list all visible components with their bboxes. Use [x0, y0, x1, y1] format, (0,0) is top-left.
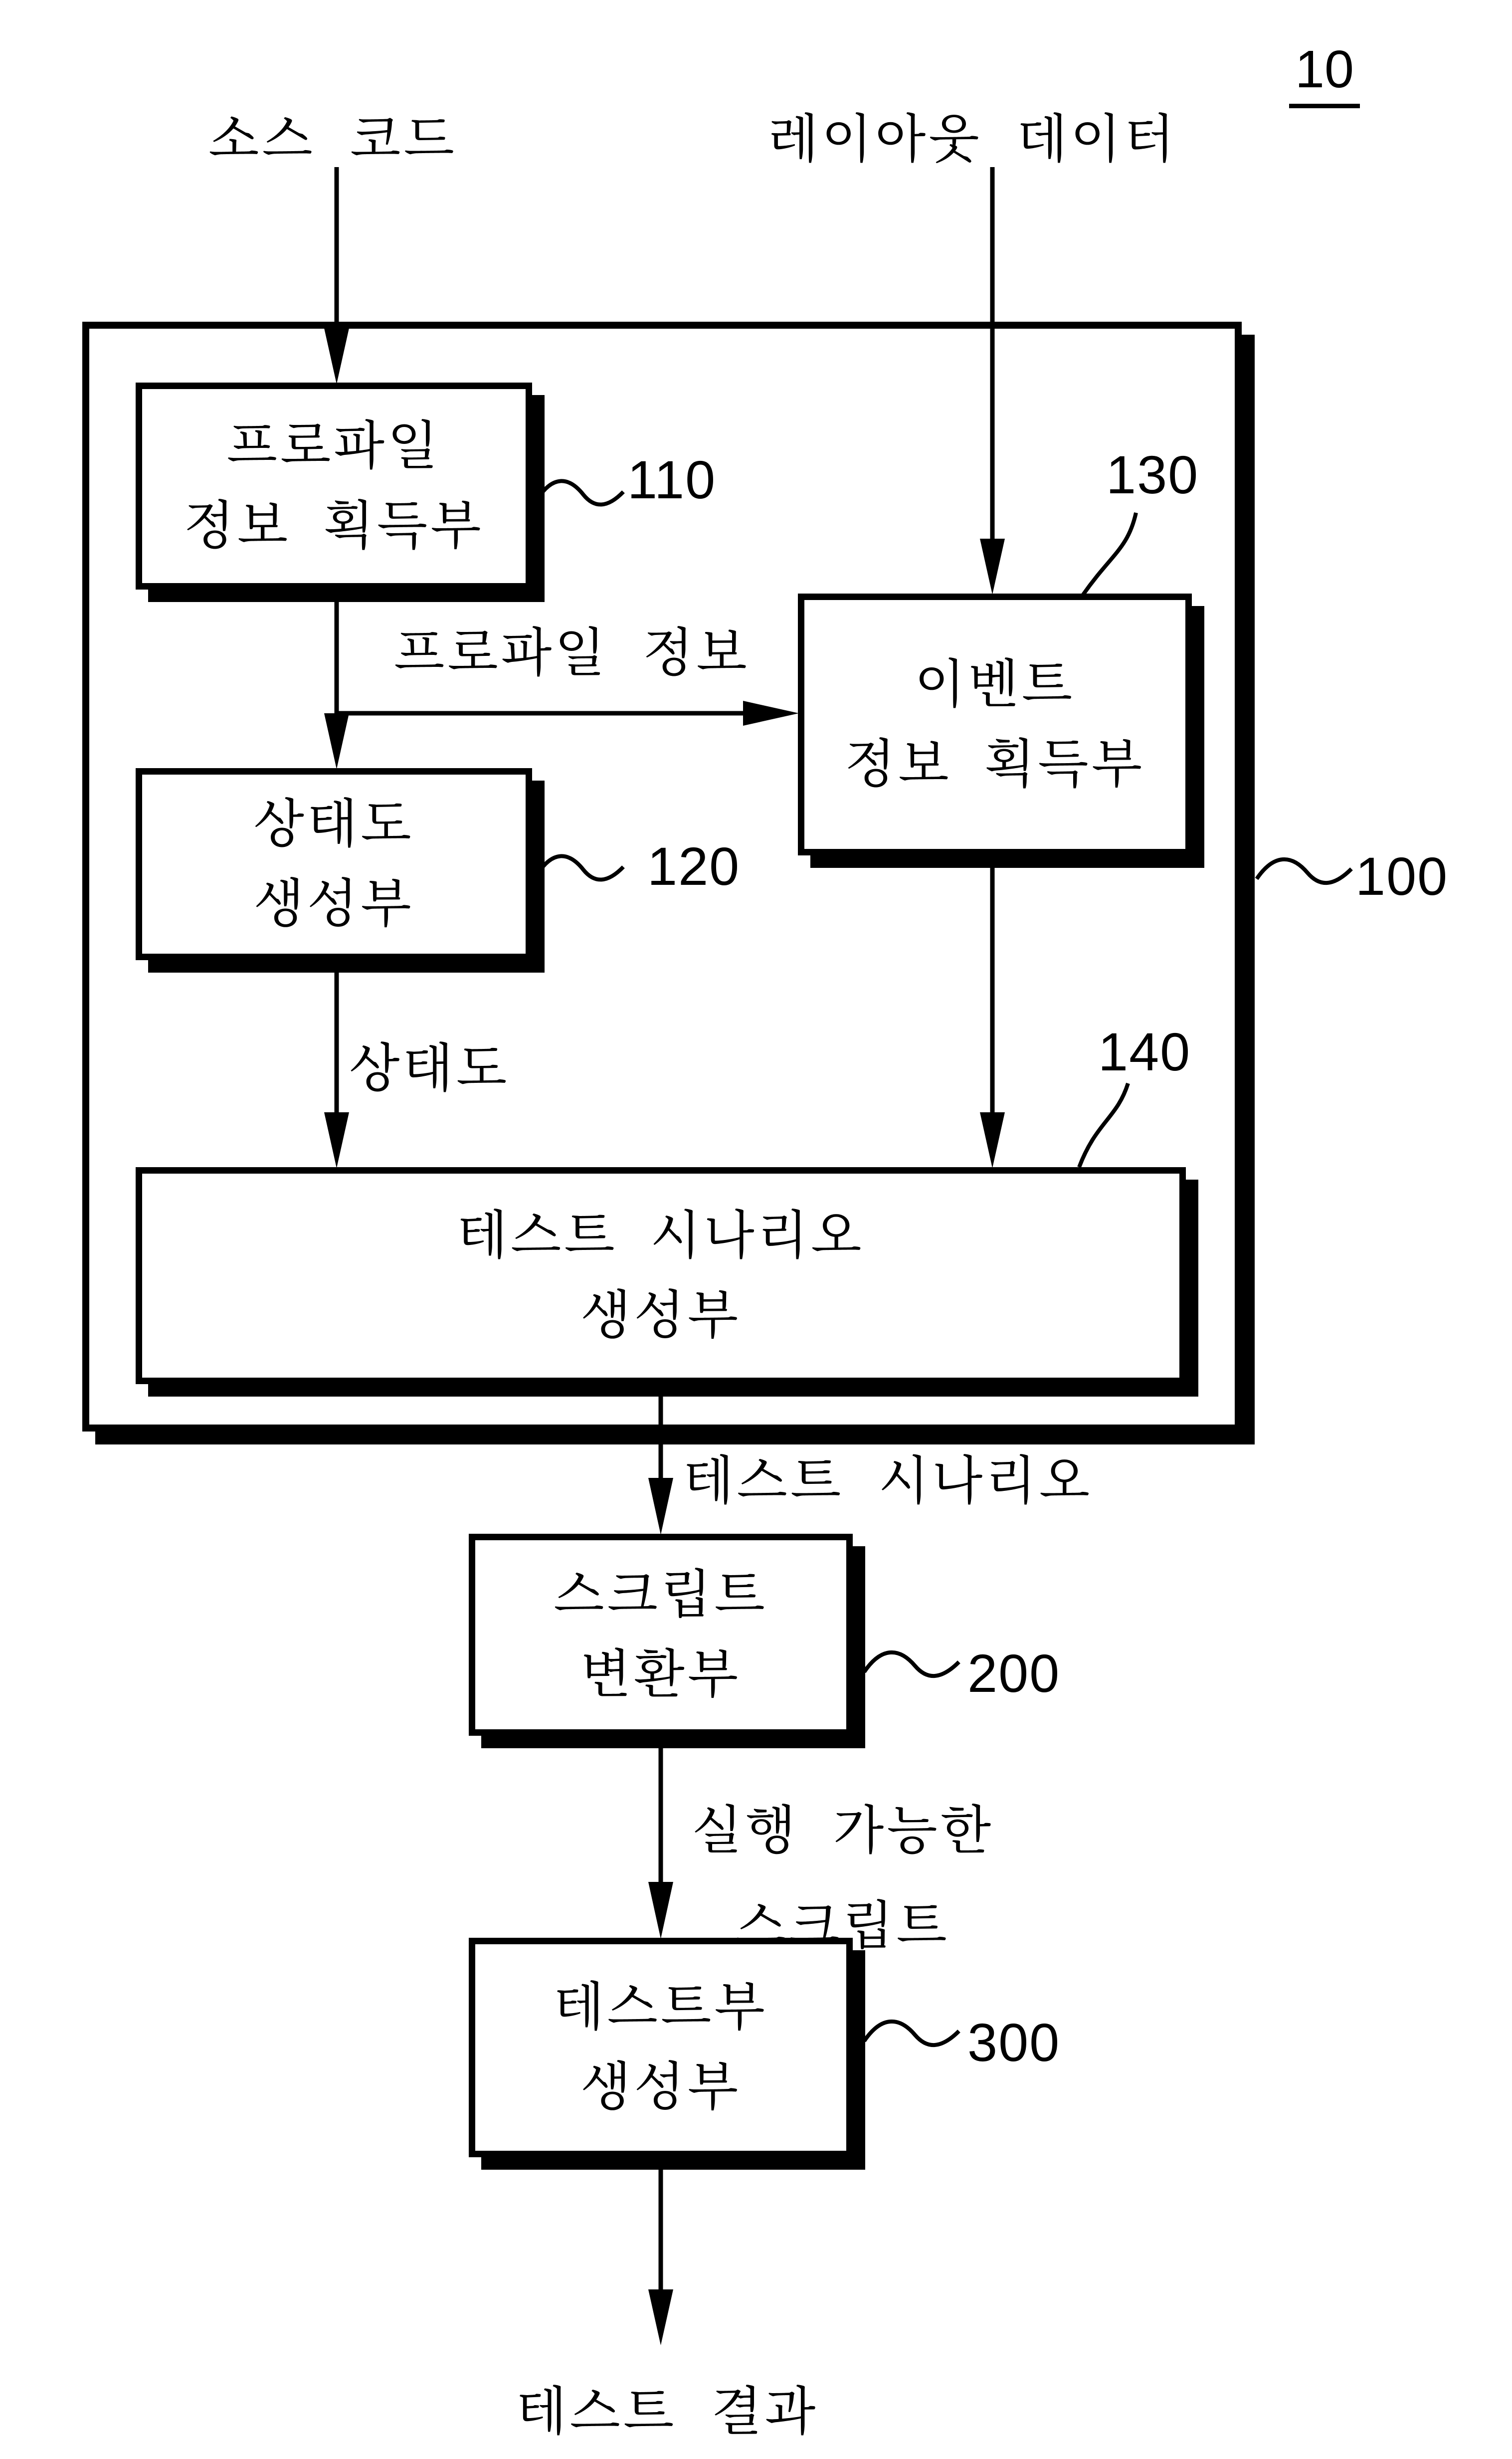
leader-squiggle-100: [1257, 859, 1351, 883]
flow-label-executable-script-line2: 스크립트: [736, 1897, 950, 1956]
flow-label-test-scenario: 테스트 시나리오: [683, 1452, 1093, 1510]
arrow-profile-info-to-130: [337, 701, 799, 726]
label-source-code: 소스 코드: [208, 110, 457, 169]
arrow-140-to-200: [648, 1384, 673, 1535]
block-120-line1: 상태도: [253, 795, 414, 853]
block-140-test-scenario-generation: [136, 1167, 1186, 1384]
arrow-110-to-120: [324, 590, 349, 769]
leader-squiggle-120: [538, 856, 623, 879]
block-130-line2: 정보 획득부: [844, 735, 1145, 794]
flow-label-profile-info: 프로파일 정보: [394, 624, 750, 682]
ref-label-110: 110: [627, 449, 717, 510]
block-300-line2: 생성부: [580, 2058, 742, 2116]
arrow-300-to-result: [648, 2157, 673, 2345]
flow-label-executable-script: [683, 1783, 1002, 1974]
flow-label-test-result: 테스트 결과: [516, 2383, 819, 2441]
block-120-state-diagram-generation: [136, 768, 532, 960]
arrow-source-code-to-110: [324, 167, 349, 384]
leader-curve-140: [1079, 1083, 1128, 1167]
flow-label-state-diagram: 상태도: [349, 1039, 510, 1098]
block-130-event-info-acquisition: [798, 594, 1192, 855]
arrow-layout-data-to-130: [980, 167, 1005, 595]
flow-label-executable-script-line1: 실행 가능한: [691, 1802, 994, 1860]
block-200-line1: 스크립트: [554, 1565, 768, 1624]
leader-squiggle-300: [864, 2022, 959, 2045]
leader-curve-130: [1083, 513, 1136, 595]
ref-label-300: 300: [967, 2012, 1061, 2072]
ref-label-100: 100: [1355, 846, 1449, 906]
block-140-line1: 테스트 시나리오: [457, 1206, 865, 1265]
arrow-120-to-140: [324, 960, 349, 1168]
block-300-line1: 테스트부: [554, 1978, 768, 2037]
leader-squiggle-110: [538, 481, 623, 504]
block-120-line2: 생성부: [253, 874, 414, 933]
figure-number: 10: [1289, 43, 1360, 108]
leader-squiggle-200: [864, 1652, 959, 1676]
label-layout-data: 레이아웃 데이터: [768, 110, 1178, 169]
block-200-line2: 변환부: [580, 1645, 742, 1704]
arrow-200-to-300: [648, 1736, 673, 1939]
arrow-130-to-140: [980, 855, 1005, 1168]
ref-label-200: 200: [967, 1643, 1061, 1703]
ref-label-120: 120: [647, 836, 741, 896]
block-130-line1: 이벤트: [914, 655, 1076, 714]
block-110-profile-info-acquisition: [136, 383, 532, 590]
block-140-line2: 생성부: [580, 1286, 742, 1345]
block-110-line1: 프로파일: [226, 416, 441, 475]
block-110-line2: 정보 획득부: [184, 496, 484, 555]
ref-label-140: 140: [1098, 1022, 1191, 1082]
ref-label-130: 130: [1106, 444, 1199, 505]
block-200-script-conversion: [469, 1534, 853, 1736]
